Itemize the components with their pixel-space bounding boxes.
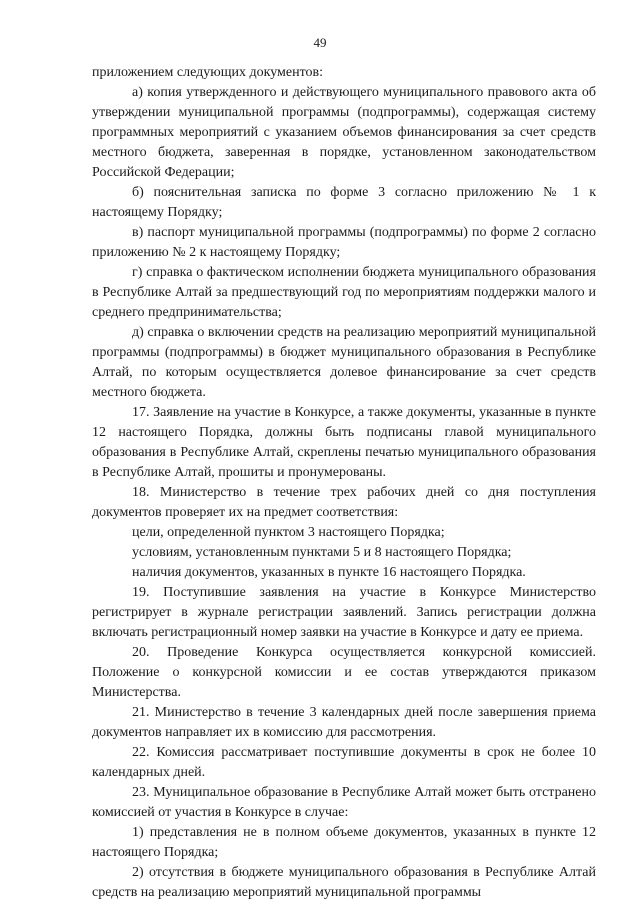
paragraph-item-a: а) копия утвержденного и действующего муниципального правового акта об утверждении муниципальной программы (подпрограммы), содержащая систему программных мероприятий с указанием объемов финансирования за счет средств местного бюджета, заверенная в порядке, установленном законодательством Российской Федерации; (92, 85, 596, 180)
paragraph-19: 19. Поступившие заявления на участие в Конкурсе Министерство регистрирует в журнале регистрации заявлений. Запись регистрации должна включать регистрационный номер заявки на участие в Конкурсе и дату ее приема. (92, 585, 596, 640)
paragraph-item-d: д) справка о включении средств на реализацию мероприятий муниципальной программы (подпрограммы) в бюджет муниципального образования в Республике Алтай, по которым осуществляется долевое финансирование за счет средств местного бюджета. (92, 325, 596, 400)
paragraph-item-b: б) пояснительная записка по форме 3 согласно приложению № 1 к настоящему Порядку; (92, 185, 596, 220)
paragraph-18-conditions: условиям, установленным пунктами 5 и 8 настоящего Порядка; (132, 545, 512, 560)
paragraph-18-documents: наличия документов, указанных в пункте 16 настоящего Порядка. (132, 565, 526, 580)
paragraph-intro: приложением следующих документов: (92, 65, 324, 80)
paragraph-18: 18. Министерство в течение трех рабочих дней со дня поступления документов проверяет их на предмет соответствия: (92, 485, 596, 520)
paragraph-20: 20. Проведение Конкурса осуществляется конкурсной комиссией. Положение о конкурсной комиссии и ее состав утверждаются приказом Министерства. (92, 645, 596, 700)
paragraph-17: 17. Заявление на участие в Конкурсе, а также документы, указанные в пункте 12 настоящего Порядка, должны быть подписаны главой муниципального образования в Республике Алтай, скреплены печатью муниципального образования в Республике Алтай, прошиты и пронумерованы. (92, 405, 596, 480)
paragraph-22: 22. Комиссия рассматривает поступившие документы в срок не более 10 календарных дней. (92, 745, 596, 780)
paragraph-item-g: г) справка о фактическом исполнении бюджета муниципального образования в Республике Алтай за предшествующий год по мероприятиям поддержки малого и среднего предпринимательства; (92, 265, 596, 320)
paragraph-21: 21. Министерство в течение 3 календарных дней после завершения приема документов направляет их в комиссию для рассмотрения. (92, 705, 596, 740)
paragraph-23: 23. Муниципальное образование в Республике Алтай может быть отстранено комиссией от участия в Конкурсе в случае: (92, 785, 596, 820)
paragraph-23-item-1: 1) представления не в полном объеме документов, указанных в пункте 12 настоящего Порядка; (92, 825, 596, 860)
page-number: 49 (313, 35, 327, 50)
document-body (92, 63, 596, 903)
paragraph-item-v: в) паспорт муниципальной программы (подпрограммы) по форме 2 согласно приложению № 2 к настоящему Порядку; (92, 225, 596, 260)
paragraph-23-item-2: 2) отсутствия в бюджете муниципального образования в Республике Алтай средств на реализацию мероприятий муниципальной программы (92, 865, 596, 900)
paragraph-18-goal: цели, определенной пунктом 3 настоящего Порядка; (132, 525, 445, 540)
